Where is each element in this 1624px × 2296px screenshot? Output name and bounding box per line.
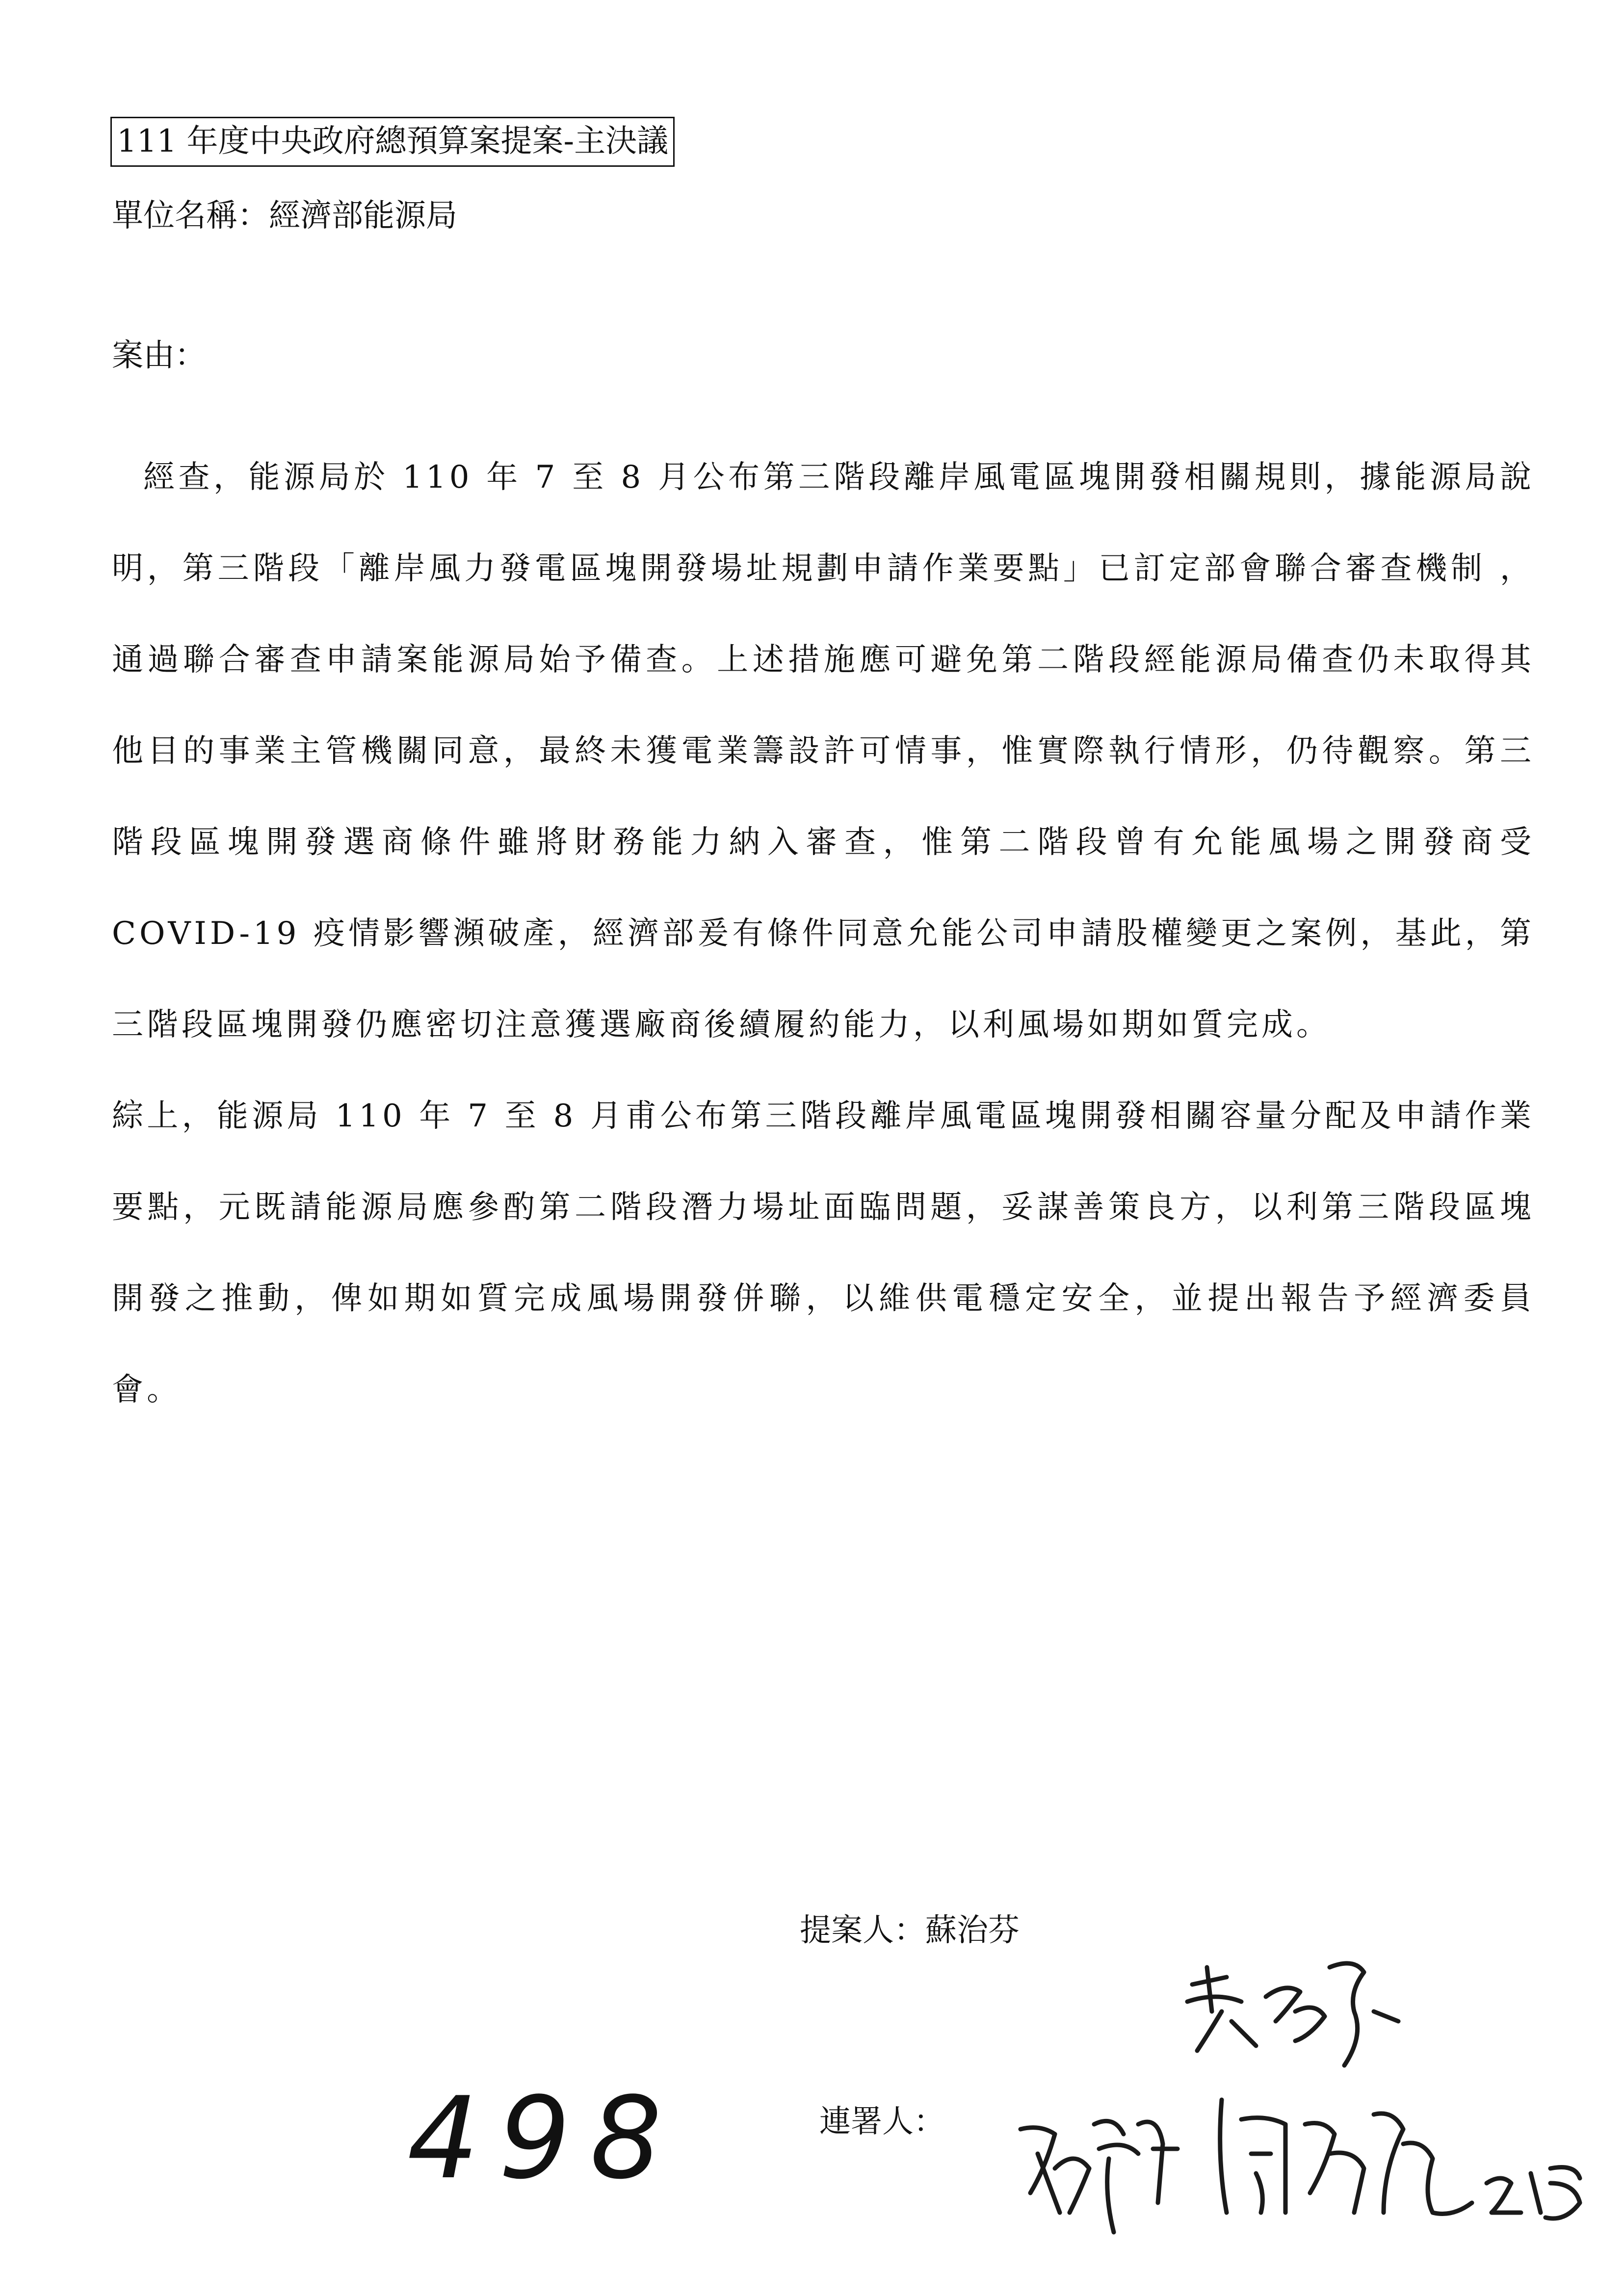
paragraph-1: 經查，能源局於 110 年 7 至 8 月公布第三階段離岸風電區塊開發相關規則，據能源局說明，第三階段「離岸風力發電區塊開發場址規劃申請作業要點」已訂定部會聯合審查機制 ，通過聯合審查申請案能源局始予備查。上述措施應可避免第二階段經能源局備查仍未取得其他目的事業主管機關同意，最終未獲電業籌設許可情事，惟實際執行情形，仍待觀察。第三階段區塊開發選商條件雖將財務能力納入審查，惟第二階段曾有允能風場之開發商受 COVID-19 疫情影響瀕破產，經濟部爰有條件同意允能公司申請股權變更之案例，基此，第三階段區塊開發仍應密切注意獲選廠商後續履約能力，以利風場如期如質完成。 <box>112 459 1535 1043</box>
cosigner-label: 連署人： <box>819 2104 945 2140</box>
signature-stroke <box>1187 1963 1398 2065</box>
page-number: 498 <box>407 2073 681 2204</box>
case-label: 案由： <box>112 338 206 374</box>
signature-stroke <box>1021 2121 1178 2232</box>
unit-name: 單位名稱：經濟部能源局 <box>112 198 457 234</box>
signature-stroke <box>1220 2100 1472 2214</box>
document-title: 111 年度中央政府總預算案提案-主決議 <box>110 117 675 167</box>
signature-stroke <box>1487 2167 1580 2219</box>
proposer-line: 提案人：蘇治芬 <box>800 1912 1020 1949</box>
paragraph-2: 綜上，能源局 110 年 7 至 8 月甫公布第三階段離岸風電區塊開發相關容量分配及申請作業要點，元既請能源局應參酌第二階段潛力場址面臨問題，妥謀善策良方，以利第三階段區塊開發之推動，俾如期如質完成風場開發併聯，以維供電穩定安全，並提出報告予經濟委員會。 <box>112 1098 1535 1408</box>
case-body <box>112 432 1535 1435</box>
handwritten-signatures <box>1011 1938 1614 2281</box>
